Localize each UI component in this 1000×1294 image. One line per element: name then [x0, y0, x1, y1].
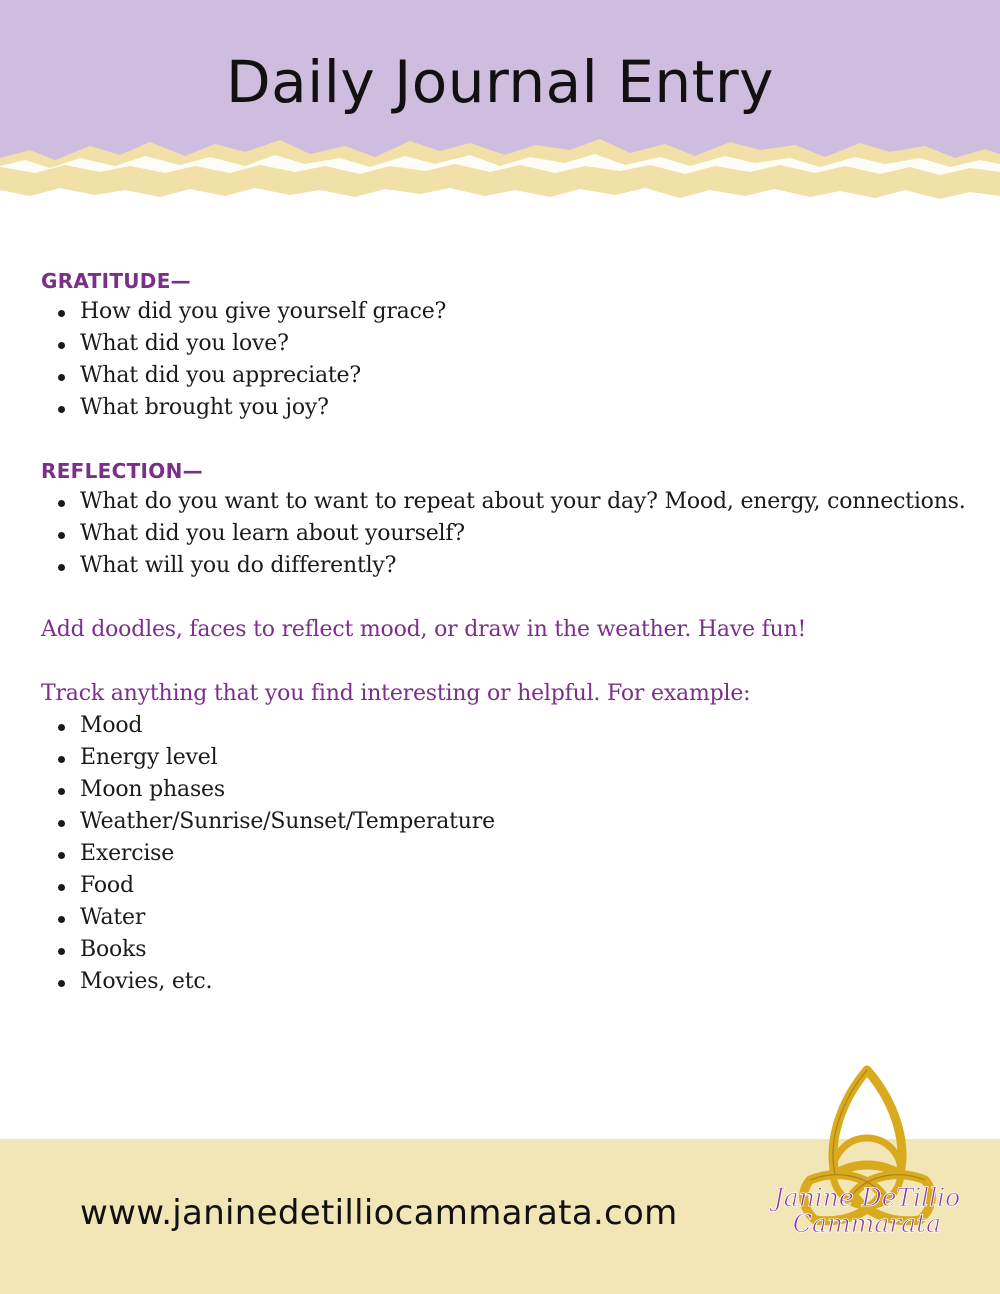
list-item: Mood — [41, 710, 971, 742]
list-item: Weather/Sunrise/Sunset/Temperature — [41, 806, 971, 838]
list-item: Water — [41, 902, 971, 934]
list-item: How did you give yourself grace? — [41, 296, 971, 328]
list-item: What did you love? — [41, 328, 971, 360]
logo-name-line1: Janine DeTillio — [773, 1183, 961, 1212]
list-item: What do you want to want to repeat about your day? Mood, energy, connections. — [41, 486, 971, 518]
gratitude-heading: GRATITUDE— — [41, 269, 191, 293]
page-title: Daily Journal Entry — [225, 48, 775, 116]
celtic-trinity-knot-icon — [760, 1062, 975, 1252]
reflection-list — [41, 486, 971, 582]
list-item: Food — [41, 870, 971, 902]
list-item: What did you appreciate? — [41, 360, 971, 392]
header-band — [0, 0, 1000, 215]
list-item: What did you learn about yourself? — [41, 518, 971, 550]
tracking-intro: Track anything that you find interesting or helpful. For example: — [41, 681, 751, 706]
list-item: Energy level — [41, 742, 971, 774]
gratitude-list — [41, 296, 971, 424]
website-link[interactable]: www.janinedetilliocammarata.com — [80, 1193, 678, 1233]
doodles-note: Add doodles, faces to reflect mood, or draw in the weather. Have fun! — [41, 617, 807, 642]
tracking-list — [41, 710, 971, 998]
list-item: What brought you joy? — [41, 392, 971, 424]
list-item: Movies, etc. — [41, 966, 971, 998]
list-item: What will you do differently? — [41, 550, 971, 582]
list-item: Moon phases — [41, 774, 971, 806]
brand-logo — [760, 1062, 975, 1252]
list-item: Exercise — [41, 838, 971, 870]
journal-prompts — [41, 266, 971, 998]
logo-name-line2: Cammarata — [792, 1209, 942, 1238]
reflection-heading: REFLECTION— — [41, 459, 203, 483]
list-item: Books — [41, 934, 971, 966]
